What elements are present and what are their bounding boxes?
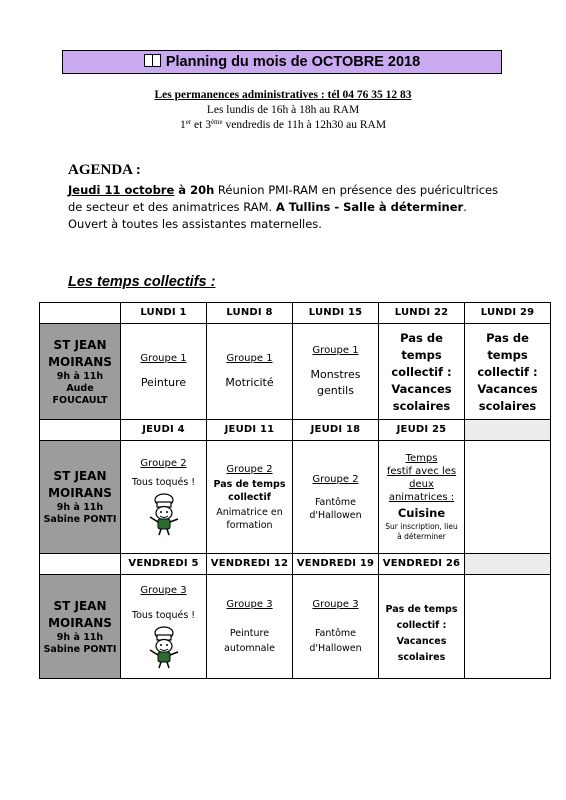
page-title-banner — [62, 50, 502, 74]
empty-cell — [465, 441, 551, 554]
activity-cell: Groupe 1 Monstres gentils — [293, 324, 379, 420]
location-cell: ST JEAN MOIRANS 9h à 11h Aude FOUCAULT — [40, 324, 121, 420]
chef-icon — [144, 626, 184, 670]
day-header: VENDREDI 26 — [379, 554, 465, 575]
activity-cell: Pas de temps collectif : Vacances scolaires — [379, 575, 465, 679]
day-header-empty — [465, 420, 551, 441]
day-header: JEUDI 11 — [207, 420, 293, 441]
day-header: LUNDI 15 — [293, 303, 379, 324]
activity-cell: Pas de temps collectif : Vacances scolaires — [465, 324, 551, 420]
day-header: JEUDI 4 — [121, 420, 207, 441]
agenda-title: AGENDA : — [68, 162, 141, 178]
empty-cell — [465, 575, 551, 679]
agenda-text: Jeudi 11 octobre à 20h Réunion PMI-RAM en présence des puéricultrices de secteur et des animatrices RAM. A Tullins - Salle à déterminer. Ouvert à toutes les assistantes maternelles. — [68, 183, 499, 231]
header-row-lundi — [40, 303, 551, 324]
agenda-place: A Tullins - Salle à déterminer — [275, 200, 464, 214]
corner-cell — [40, 420, 121, 441]
activity-row-vendredi — [40, 575, 551, 679]
corner-cell — [40, 303, 121, 324]
day-header: LUNDI 8 — [207, 303, 293, 324]
activity-cell: Groupe 2 Tous toqués ! — [121, 441, 207, 554]
day-header: VENDREDI 5 — [121, 554, 207, 575]
activity-row-jeudi — [40, 441, 551, 554]
activity-cell: Groupe 3 Fantôme d'Hallowen — [293, 575, 379, 679]
activity-cell: Groupe 3 Peinture automnale — [207, 575, 293, 679]
header-row-jeudi — [40, 420, 551, 441]
day-header: VENDREDI 12 — [207, 554, 293, 575]
agenda-time: 20h — [190, 183, 215, 197]
header-row-vendredi — [40, 554, 551, 575]
day-header-empty — [465, 554, 551, 575]
book-icon — [144, 54, 161, 67]
permanences-line-2: 1er et 3ème vendredis de 11h à 12h30 au RAM — [179, 118, 387, 131]
planning-table — [39, 302, 551, 679]
activity-cell: Groupe 2 Fantôme d'Hallowen — [293, 441, 379, 554]
day-header: LUNDI 22 — [379, 303, 465, 324]
page-title: Planning du mois de OCTOBRE 2018 — [165, 54, 421, 70]
activity-cell: Groupe 1 Motricité — [207, 324, 293, 420]
activity-cell: Pas de temps collectif : Vacances scolaires — [379, 324, 465, 420]
agenda-date: Jeudi 11 octobre — [68, 183, 175, 197]
day-header: VENDREDI 19 — [293, 554, 379, 575]
day-header: JEUDI 18 — [293, 420, 379, 441]
activity-row-lundi — [40, 324, 551, 420]
permanences-line-1: Les lundis de 16h à 18h au RAM — [206, 104, 360, 116]
activity-cell: Groupe 3 Tous toqués ! — [121, 575, 207, 679]
activity-cell: Temps festif avec les deux animatrices : Cuisine Sur inscription, lieu à déterminer — [379, 441, 465, 554]
activity-cell: Groupe 2 Pas de temps collectif Animatrice en formation — [207, 441, 293, 554]
location-cell: ST JEAN MOIRANS 9h à 11h Sabine PONTI — [40, 575, 121, 679]
corner-cell — [40, 554, 121, 575]
day-header: JEUDI 25 — [379, 420, 465, 441]
temps-collectifs-title: Les temps collectifs : — [68, 274, 216, 290]
chef-icon — [144, 493, 184, 537]
day-header: LUNDI 29 — [465, 303, 551, 324]
location-cell: ST JEAN MOIRANS 9h à 11h Sabine PONTI — [40, 441, 121, 554]
activity-cell: Groupe 1 Peinture — [121, 324, 207, 420]
permanences-title: Les permanences administratives : tél 04 76 35 12 83 — [154, 89, 412, 101]
day-header: LUNDI 1 — [121, 303, 207, 324]
